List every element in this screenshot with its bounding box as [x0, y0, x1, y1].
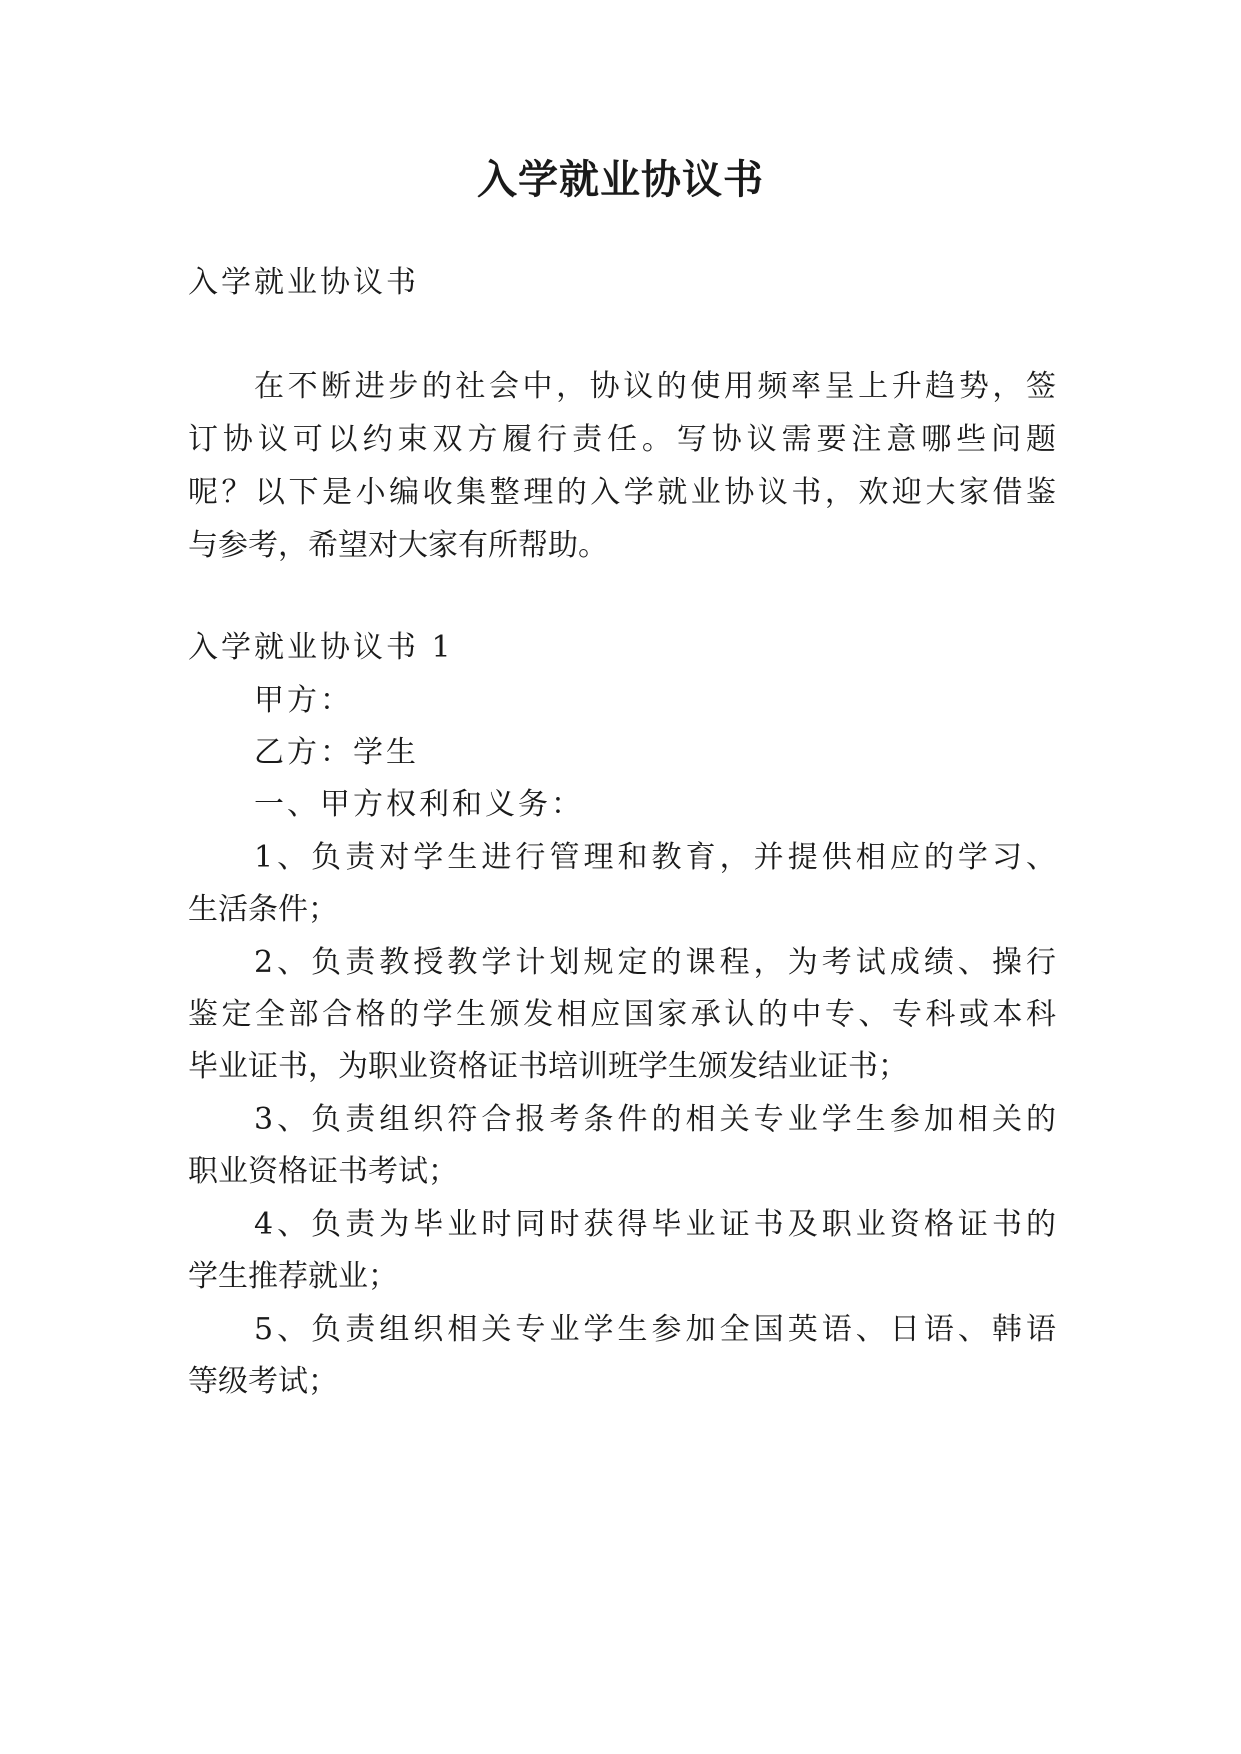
intro-line-1: 在不断进步的社会中，协议的使用频率呈上升趋势，签 [254, 369, 1056, 404]
clause-heading: 一、甲方权利和义务： [254, 787, 584, 822]
party-b: 乙方：学生 [254, 735, 419, 770]
item-3-line-1: 3、负责组织符合报考条件的相关专业学生参加相关的 [254, 1102, 1056, 1137]
intro-line-4: 与参考，希望对大家有所帮助。 [188, 528, 608, 563]
item-5-line-1: 5、负责组织相关专业学生参加全国英语、日语、韩语 [254, 1312, 1056, 1347]
item-2-line-3: 毕业证书，为职业资格证书培训班学生颁发结业证书； [188, 1049, 908, 1084]
item-2-line-2: 鉴定全部合格的学生颁发相应国家承认的中专、专科或本科 [188, 997, 1056, 1032]
item-5-line-2: 等级考试； [188, 1364, 338, 1399]
intro-line-2: 订协议可以约束双方履行责任。写协议需要注意哪些问题 [188, 422, 1056, 457]
item-1-line-1: 1、负责对学生进行管理和教育，并提供相应的学习、 [254, 840, 1056, 875]
item-1-line-2: 生活条件； [188, 892, 338, 927]
item-2-line-1: 2、负责教授教学计划规定的课程，为考试成绩、操行 [254, 945, 1056, 980]
item-3-line-2: 职业资格证书考试； [188, 1154, 458, 1189]
document-title: 入学就业协议书 [477, 156, 764, 203]
item-4-line-2: 学生推荐就业； [188, 1259, 398, 1294]
party-a: 甲方： [254, 683, 353, 718]
document-subtitle: 入学就业协议书 [188, 265, 419, 300]
intro-line-3: 呢？以下是小编收集整理的入学就业协议书，欢迎大家借鉴 [188, 475, 1056, 510]
section-heading: 入学就业协议书 1 [188, 630, 454, 665]
item-4-line-1: 4、负责为毕业时同时获得毕业证书及职业资格证书的 [254, 1207, 1056, 1242]
